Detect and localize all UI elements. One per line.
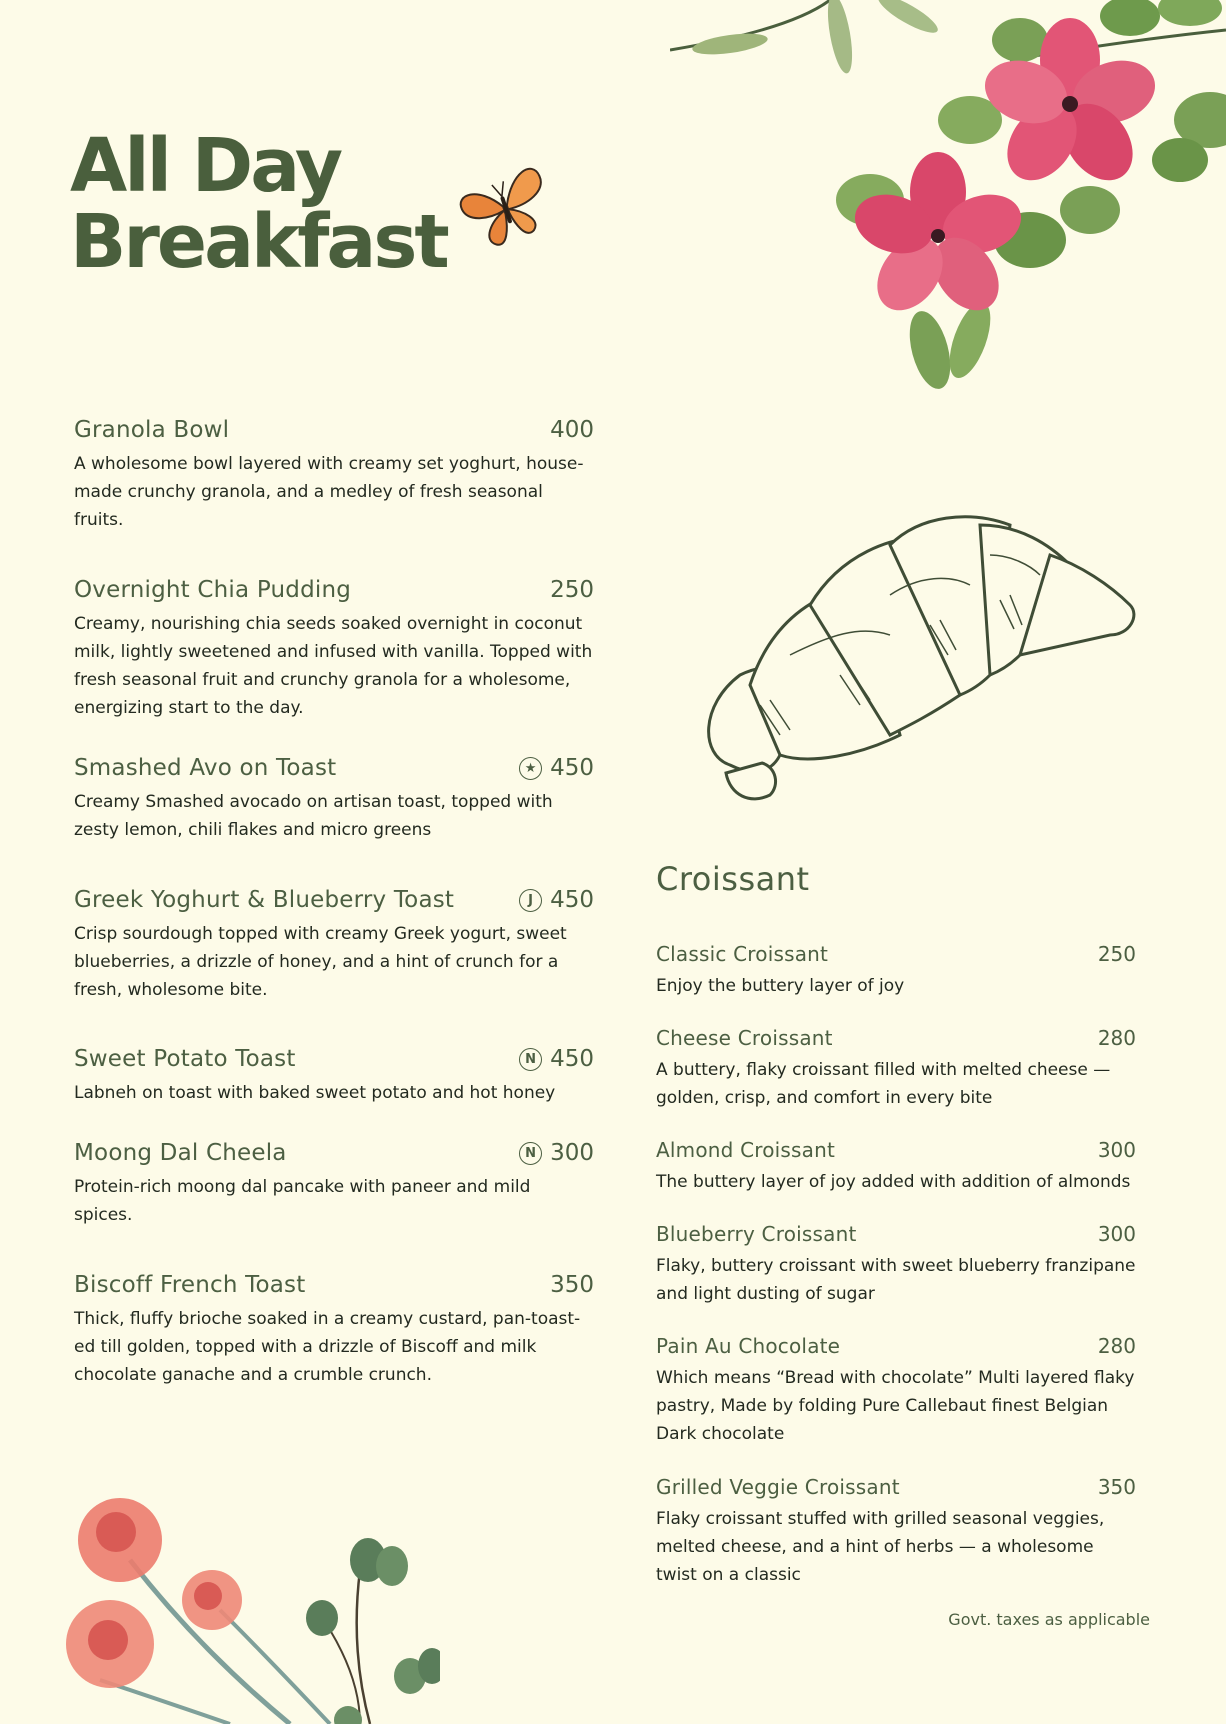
item-price: 280 (1097, 1334, 1136, 1358)
title-line-2: Breakfast (70, 199, 447, 285)
item-name: Blueberry Croissant (656, 1222, 857, 1246)
menu-item-biscoff-french-toast (74, 1269, 594, 1389)
item-price: 250 (550, 577, 594, 603)
item-name: Granola Bowl (74, 417, 230, 443)
item-name: Pain Au Chocolate (656, 1334, 841, 1358)
item-price: 300 (1097, 1138, 1136, 1162)
croissant-item-almond (656, 1134, 1136, 1196)
item-price: 450 (550, 1046, 594, 1072)
item-price: 350 (550, 1272, 594, 1298)
item-name: Sweet Potato Toast (74, 1046, 296, 1072)
item-price: 300 (550, 1140, 594, 1166)
item-name: Almond Croissant (656, 1138, 836, 1162)
menu-item-greek-yoghurt-toast (74, 884, 594, 1004)
j-badge-icon: J (519, 889, 542, 912)
menu-item-moong-dal-cheela (74, 1137, 594, 1229)
item-description: Labneh on toast with baked sweet potato and hot honey (74, 1083, 556, 1103)
butterfly-icon (455, 158, 555, 254)
item-price: 350 (1097, 1475, 1136, 1499)
croissant-item-grilled-veggie (656, 1471, 1136, 1589)
page-title (70, 123, 447, 285)
item-name: Smashed Avo on Toast (74, 755, 337, 781)
croissant-item-cheese (656, 1022, 1136, 1112)
item-name: Moong Dal Cheela (74, 1140, 287, 1166)
menu-item-overnight-chia-pudding (74, 574, 594, 722)
croissant-illustration-icon (690, 505, 1144, 811)
croissant-item-pain-au-chocolate (656, 1330, 1136, 1448)
item-name: Overnight Chia Pudding (74, 577, 352, 603)
item-price: 280 (1097, 1026, 1136, 1050)
n-badge-icon: N (519, 1048, 542, 1071)
item-description: Thick, fluffy brioche soaked in a creamy custard, pan-toast-ed till golden, topped with a drizzle of Biscoff and milk chocolate ganache and a crumble crunch. (74, 1309, 581, 1385)
item-price: 250 (1097, 942, 1136, 966)
item-price: 400 (550, 417, 594, 443)
title-line-1: All Day (70, 123, 341, 209)
croissant-item-classic (656, 938, 1136, 1000)
croissant-section-title: Croissant (656, 860, 810, 898)
flower-decoration-icon (60, 1480, 440, 1724)
item-description: Creamy Smashed avocado on artisan toast, topped with zesty lemon, chili flakes and micro greens (74, 792, 553, 840)
menu-item-smashed-avo (74, 752, 594, 844)
menu-item-sweet-potato-toast (74, 1043, 594, 1107)
flower-decoration-icon (670, 0, 1226, 400)
tax-note: Govt. taxes as applicable (948, 1610, 1150, 1629)
item-description: The buttery layer of joy added with addition of almonds (656, 1172, 1131, 1192)
item-description: Flaky, buttery croissant with sweet blueberry franzipane and light dusting of sugar (656, 1256, 1136, 1304)
item-description: Protein-rich moong dal pancake with paneer and mild spices. (74, 1177, 531, 1225)
item-description: Enjoy the buttery layer of joy (656, 976, 905, 996)
croissant-item-blueberry (656, 1218, 1136, 1308)
item-name: Cheese Croissant (656, 1026, 833, 1050)
item-description: Crisp sourdough topped with creamy Greek yogurt, sweet blueberries, a drizzle of honey, and a hint of crunch for a fresh, wholesome bite. (74, 924, 567, 1000)
item-description: A buttery, flaky croissant filled with melted cheese — golden, crisp, and comfort in every bite (656, 1060, 1111, 1108)
menu-item-granola-bowl (74, 414, 594, 534)
n-badge-icon: N (519, 1142, 542, 1165)
item-description: Which means “Bread with chocolate” Multi layered flaky pastry, Made by folding Pure Callebaut finest Belgian Dark chocolate (656, 1368, 1135, 1444)
item-name: Greek Yoghurt & Blueberry Toast (74, 887, 455, 913)
item-description: Flaky croissant stuffed with grilled seasonal veggies, melted cheese, and a hint of herbs — a wholesome twist on a classic (656, 1509, 1105, 1585)
item-price: 300 (1097, 1222, 1136, 1246)
star-badge-icon: ★ (519, 757, 542, 780)
item-name: Biscoff French Toast (74, 1272, 306, 1298)
item-description: A wholesome bowl layered with creamy set yoghurt, house-made crunchy granola, and a medley of fresh seasonal fruits. (74, 454, 584, 530)
item-description: Creamy, nourishing chia seeds soaked overnight in coconut milk, lightly sweetened and infused with vanilla. Topped with fresh seasonal fruit and crunchy granola for a wholesome, energizing start to the day. (74, 614, 593, 718)
item-price: 450 (550, 755, 594, 781)
item-name: Classic Croissant (656, 942, 829, 966)
item-price: 450 (550, 887, 594, 913)
item-name: Grilled Veggie Croissant (656, 1475, 900, 1499)
